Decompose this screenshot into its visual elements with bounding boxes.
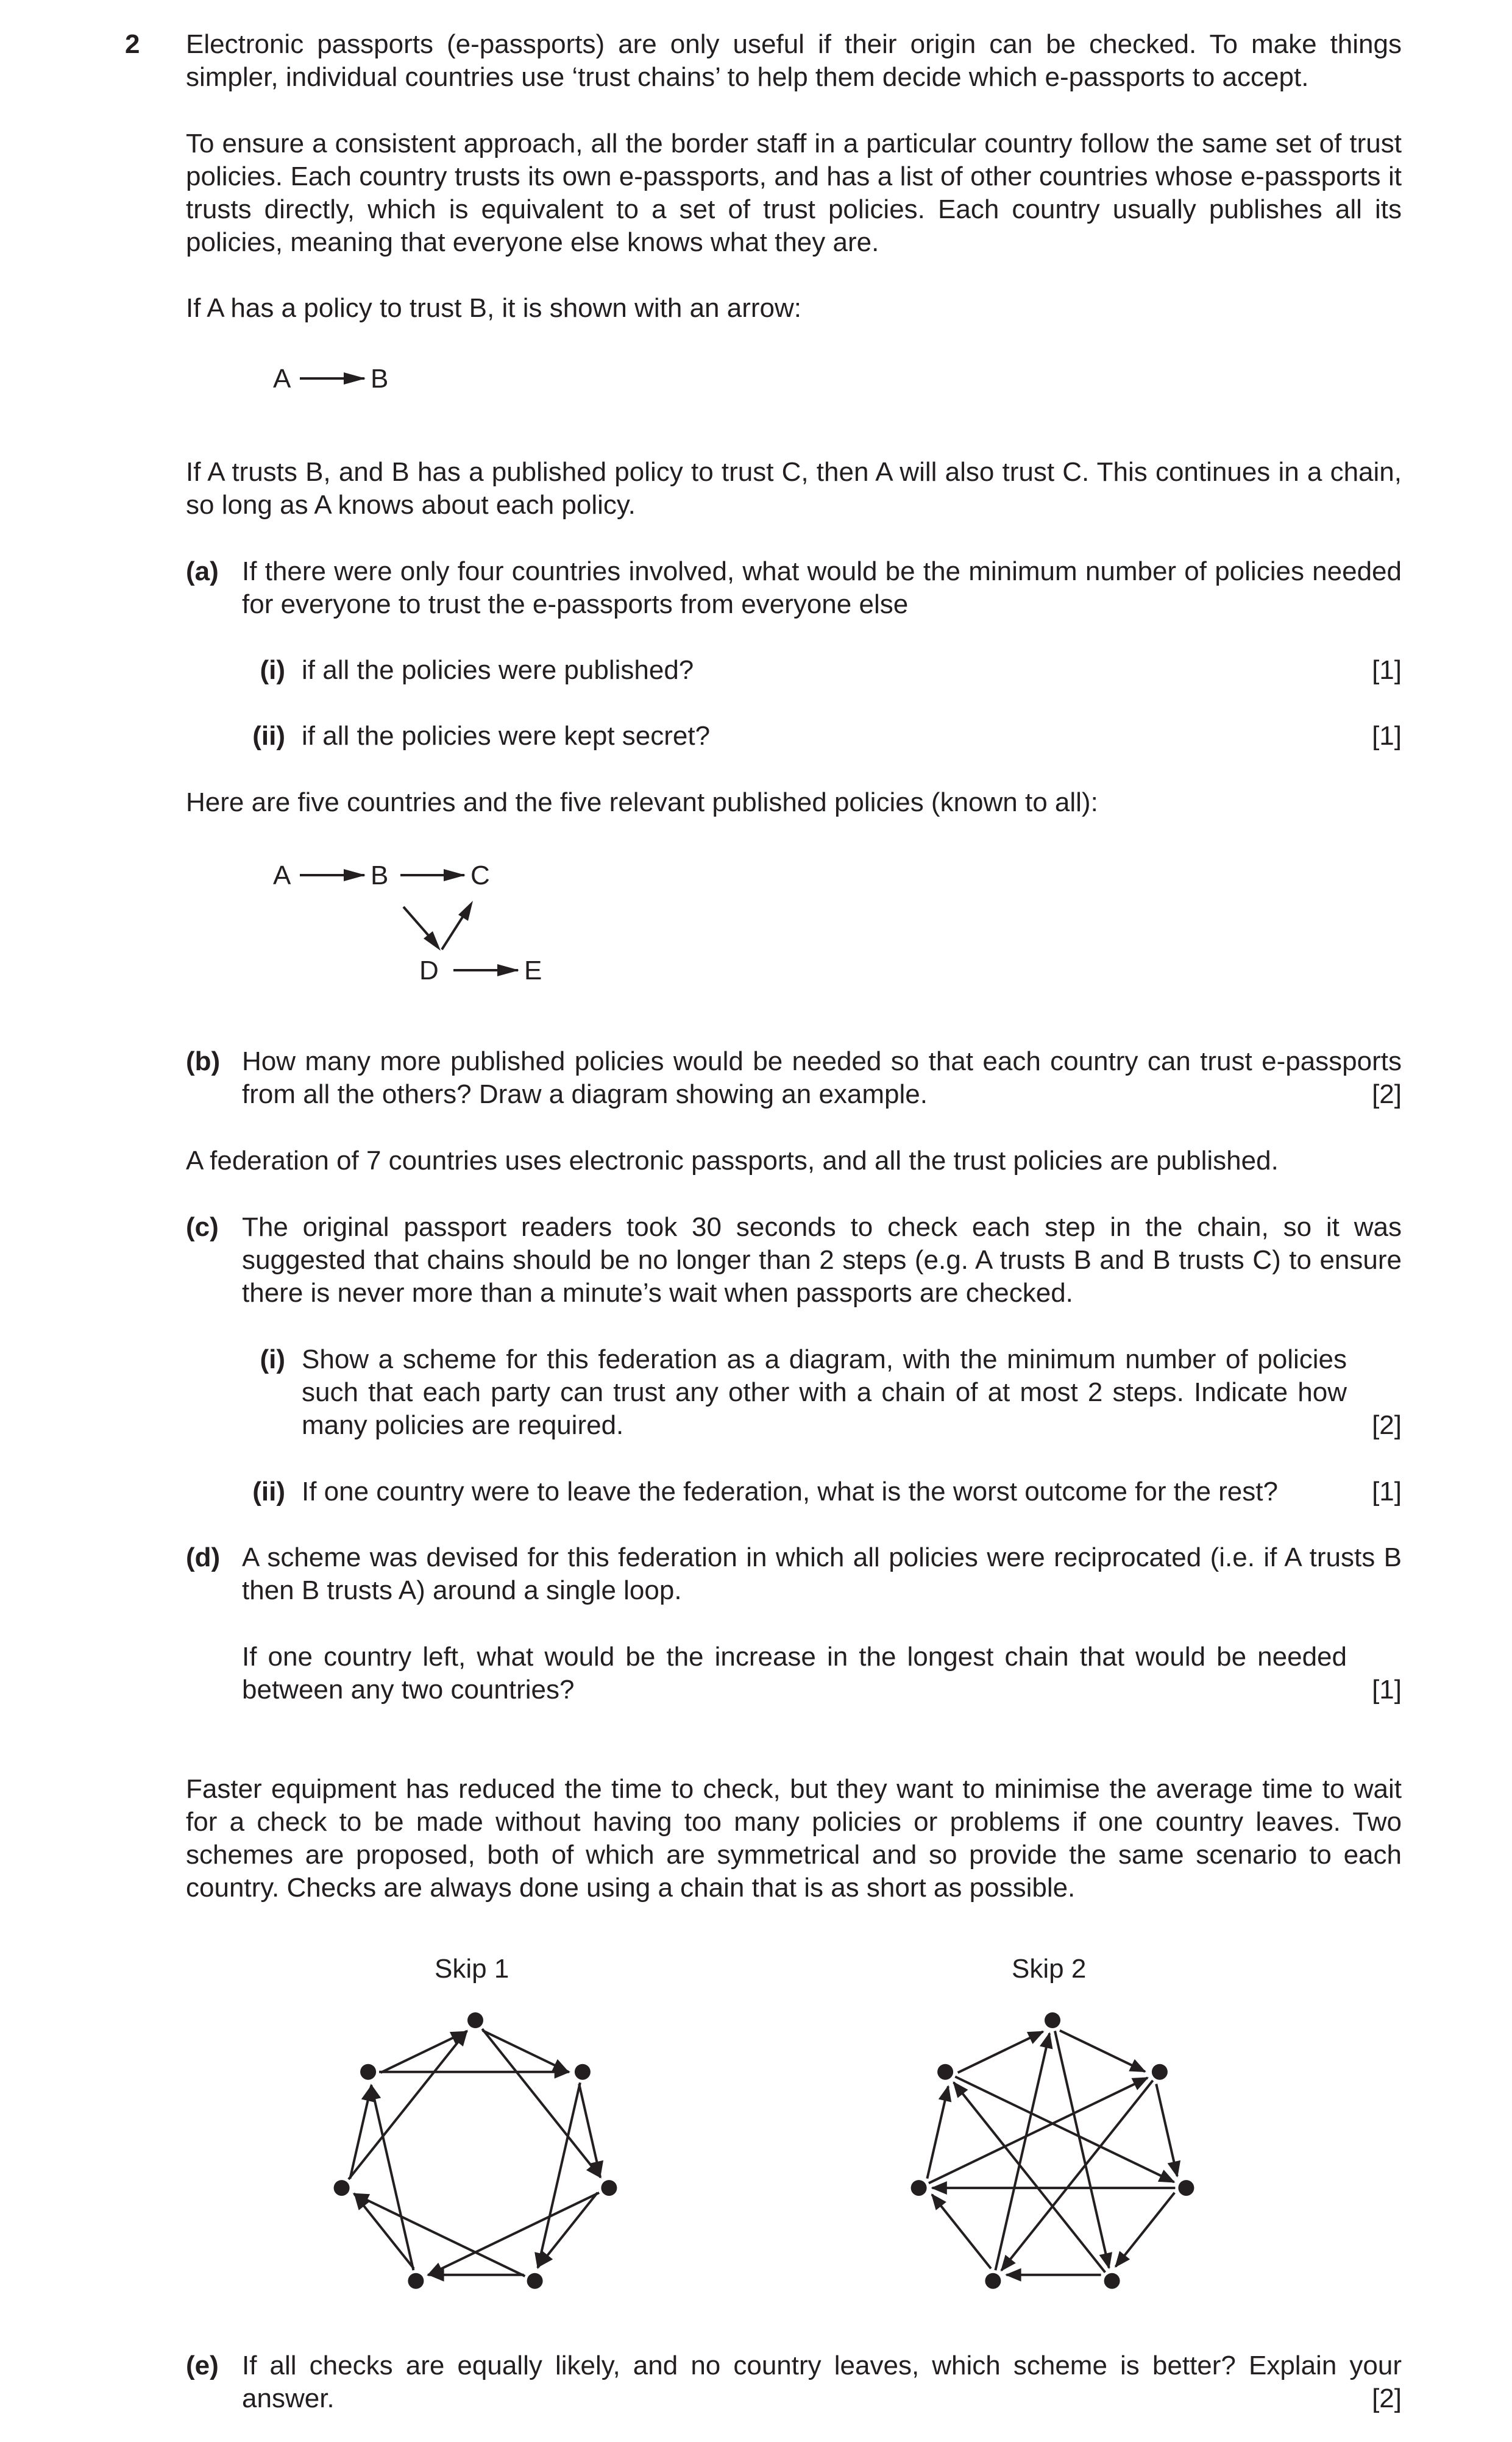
part-c-ii-mark: [1] — [1372, 1477, 1402, 1507]
skip-2-title: Skip 2 — [1012, 1954, 1087, 1984]
question-number: 2 — [125, 29, 140, 59]
trust-policy-arrow — [483, 2031, 568, 2071]
trust-policy-arrow — [932, 2195, 991, 2268]
part-b-text: How many more published policies would be needed so that each country can trust e-passports from all the others? Draw a diagram showing an example. — [242, 1046, 1402, 1109]
part-e-label: (e) — [186, 2351, 219, 2380]
part-a-ii-text: if all the policies were kept secret? — [302, 721, 711, 751]
skip-1-title: Skip 1 — [435, 1954, 509, 1984]
trust-policy-arrow — [927, 2086, 948, 2178]
part-c-text: The original passport readers took 30 seconds to check each step in the chain, so it was suggested that chains should be no longer than 2 steps (e.g. A trusts B and B trusts C) to ensure there is never more than a minute’s wait when passports are checked. — [242, 1212, 1402, 1308]
part-a-i-text: if all the policies were published? — [302, 655, 694, 685]
country-node — [1152, 2064, 1168, 2080]
part-d-text: A scheme was devised for this federation in which all policies were reciprocated (i.e. if A trusts B then B trusts A) around a single loop. — [242, 1542, 1402, 1605]
part-d-label: (d) — [186, 1542, 221, 1572]
part-c-ii — [236, 1475, 1402, 1508]
federation-intro: A federation of 7 countries uses electronic passports, and all the trust policies are published. — [186, 1146, 1279, 1176]
node-a-label: A — [273, 861, 291, 890]
part-e-text: If all checks are equally likely, and no country leaves, which scheme is better? Explain your answer. — [242, 2351, 1402, 2413]
part-c-i-text: Show a scheme for this federation as a diagram, with the minimum number of policies such that each party can trust any other with a chain of at most 2 steps. Indicate how many policies are required. — [302, 1344, 1347, 1440]
trust-policy-arrow — [954, 2082, 1106, 2273]
trust-policy-arrow — [1060, 2031, 1145, 2071]
trust-policy-arrow — [995, 2033, 1049, 2270]
country-node — [360, 2064, 376, 2080]
part-c-label: (c) — [186, 1212, 219, 1242]
arrowhead — [344, 869, 366, 881]
trust-policy-arrow — [958, 2032, 1043, 2073]
node-c-label: C — [470, 861, 490, 890]
trust-arrow-diagram — [268, 360, 414, 408]
intro-paragraph-1: Electronic passports (e-passports) are only useful if their origin can be checked. To make things simpler, individual countries use ‘trust chains’ to help them decide which e-passports to accept. — [186, 29, 1402, 92]
node-d-label: D — [419, 956, 439, 985]
intro-paragraph-3: If A has a policy to trust B, it is shown with an arrow: — [186, 293, 802, 323]
part-c-i-mark: [2] — [1372, 1410, 1402, 1440]
country-node — [601, 2180, 617, 2196]
arrowhead — [344, 372, 366, 385]
part-c-i — [236, 1343, 1402, 1442]
part-c-i-label: (i) — [260, 1344, 285, 1374]
country-node — [1178, 2180, 1194, 2196]
country-node — [575, 2064, 591, 2080]
country-node — [1045, 2012, 1060, 2028]
part-a-i-label: (i) — [260, 655, 285, 685]
trust-policy-arrow — [1055, 2031, 1109, 2268]
arrowhead — [458, 901, 473, 921]
part-a-i — [236, 654, 1402, 687]
part-b-label: (b) — [186, 1046, 221, 1076]
arrowhead — [497, 964, 519, 976]
node-b-label: B — [371, 861, 389, 890]
part-e-mark: [2] — [1372, 2383, 1402, 2413]
node-a-label: A — [273, 364, 291, 394]
country-node — [1104, 2273, 1120, 2289]
trust-policy-arrow — [428, 2193, 599, 2275]
trust-policy-arrow — [354, 2194, 525, 2276]
country-node — [985, 2273, 1001, 2289]
part-d-mark: [1] — [1372, 1675, 1402, 1705]
country-node — [334, 2180, 350, 2196]
arrowhead — [444, 869, 466, 881]
skip-2-diagram — [894, 2011, 1211, 2291]
country-node — [467, 2012, 483, 2028]
part-a-ii — [236, 720, 1402, 753]
trust-policy-arrow — [1116, 2193, 1175, 2266]
part-d-text-2: If one country left, what would be the increase in the longest chain that would be needed between any two countries? — [242, 1642, 1347, 1705]
part-b-mark: [2] — [1372, 1079, 1402, 1109]
intro-paragraph-4: If A trusts B, and B has a published policy to trust C, then A will also trust C. This continues in a chain, so long as A knows about each policy. — [186, 457, 1402, 520]
trust-policy-arrow — [1156, 2084, 1177, 2176]
trust-policy-arrow — [381, 2032, 466, 2073]
faster-equipment-paragraph: Faster equipment has reduced the time to check, but they want to minimise the average time to wait for a check to be made without having too many policies or problems if one country leaves. Two schemes are proposed, both of which are symmetrical and so provide the same scenario to each country. Checks are always done using a chain that is as short as possible. — [186, 1774, 1402, 1903]
part-a-ii-mark: [1] — [1372, 721, 1402, 751]
five-countries-intro: Here are five countries and the five relevant published policies (known to all): — [186, 787, 1098, 817]
country-node — [937, 2064, 953, 2080]
node-e-label: E — [524, 956, 542, 985]
country-node — [911, 2180, 927, 2196]
part-a-ii-label: (ii) — [252, 721, 285, 751]
part-c-ii-label: (ii) — [252, 1477, 285, 1507]
trust-policy-arrow — [955, 2077, 1174, 2182]
part-a-label: (a) — [186, 556, 219, 586]
country-node — [527, 2273, 543, 2289]
skip-1-diagram — [317, 2011, 634, 2291]
node-b-label: B — [371, 364, 389, 394]
part-a-text: If there were only four countries involved, what would be the minimum number of policies needed for everyone to trust the e-passports from everyone else — [242, 556, 1402, 619]
country-node — [408, 2273, 424, 2289]
part-a-i-mark: [1] — [1372, 655, 1402, 685]
part-c-ii-text: If one country were to leave the federation, what is the worst outcome for the rest? — [302, 1477, 1278, 1507]
intro-paragraph-2: To ensure a consistent approach, all the border staff in a particular country follow the same set of trust policies. Each country trusts its own e-passports, and has a list of other countries whose e-passports it trusts directly, which is equivalent to a set of trust policies. Each country usually publishes all its policies, meaning that everyone else knows what they are. — [186, 129, 1402, 257]
five-countries-diagram — [268, 853, 561, 999]
